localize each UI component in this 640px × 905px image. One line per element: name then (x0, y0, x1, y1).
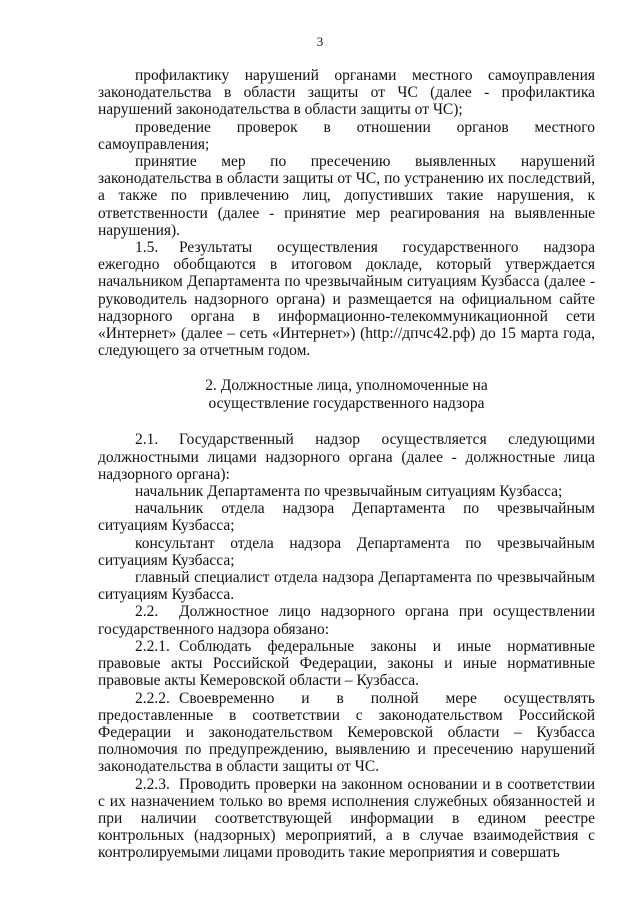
heading-line-1: 2. Должностные лица, уполномоченные на (205, 377, 488, 395)
heading-line-2: осуществление государственного надзора (208, 395, 485, 413)
official-item: консультант отдела надзора Департамента по чрезвычайным ситуациям Кузбасса; (98, 534, 595, 569)
official-item: главный специалист отдела надзора Департамента по чрезвычайным ситуациям Кузбасса. (98, 569, 595, 604)
paragraph-2-2-2 (98, 690, 595, 776)
paragraph-number: 2.2.3. (135, 775, 170, 793)
official-item: начальник отдела надзора Департамента по чрезвычайным ситуациям Кузбасса; (98, 500, 595, 535)
paragraph-number: 2.1. (135, 431, 159, 449)
paragraph-number: 1.5. (135, 239, 159, 257)
paragraph-2-1 (98, 431, 595, 483)
paragraph-text: Проводить проверки на законном основании и в соответствии с их назначением только во время исполнения служебных обязанностей и при наличии соответствующей информации в едином реестре контрольных (надзорных) мероприятий, а в случае взаимодействия с контролируемыми лицами проводить такие мероприятия и совершать (98, 775, 595, 862)
paragraph-number: 2.2.2. (135, 689, 170, 707)
paragraph-prevention: профилактику нарушений органами местного самоуправления законодательства в области защиты от ЧС (далее - профилактика нарушений законодательства в области защиты от ЧС); (98, 67, 595, 119)
paragraph-inspections: проведение проверок в отношении органов местного самоуправления; (98, 118, 595, 153)
paragraph-measures: принятие мер по пресечению выявленных нарушений законодательства в области защиты от ЧС, по устранению их последствий, а также по привлечению лиц, допустивших такие нарушения, к ответственности (далее - принятие мер реагирования на выявленные нарушения). (98, 153, 595, 239)
page-number: 3 (316, 34, 324, 49)
section-2-heading (98, 377, 595, 413)
official-item: начальник Департамента по чрезвычайным ситуациям Кузбасса; (135, 483, 563, 501)
paragraph-text: Государственный надзор осуществляется следующими должностными лицами надзорного органа (далее - должностные лица надзорного органа): (98, 431, 595, 483)
paragraph-text: Своевременно и в полной мере осуществлять предоставленные в соответствии с законодательством Российской Федерации и законодательством Кемеровской области – Кузбасса полномочия по предупреждению, выявлению и пресечению нарушений законодательства в области защиты от ЧС. (98, 689, 595, 776)
paragraph-text: Должностное лицо надзорного органа при осуществлении государственного надзора обязано: (98, 603, 595, 638)
document-body (98, 67, 595, 862)
paragraph-1-5 (98, 239, 595, 359)
paragraph-text: Результаты осуществления государственного надзора ежегодно обобщаются в итоговом докладе, который утверждается начальником Департамента по чрезвычайным ситуациям Кузбасса (далее - руководитель надзорного органа) и размещается на официальном сайте надзорного органа в информационно-телекоммуникационной сети «Интернет» (далее – сеть «Интернет») (http://дпчс42.рф) до 15 марта года, следующего за отчетным годом. (98, 239, 595, 360)
paragraph-2-2-3 (98, 776, 595, 862)
paragraph-text: Соблюдать федеральные законы и иные нормативные правовые акты Российской Федерации, законы и иные нормативные правовые акты Кемеровской области – Кузбасса. (98, 637, 595, 690)
paragraph-2-2 (98, 603, 595, 637)
paragraph-number: 2.2.1. (135, 637, 170, 655)
paragraph-number: 2.2. (135, 603, 159, 621)
paragraph-2-2-1 (98, 638, 595, 690)
